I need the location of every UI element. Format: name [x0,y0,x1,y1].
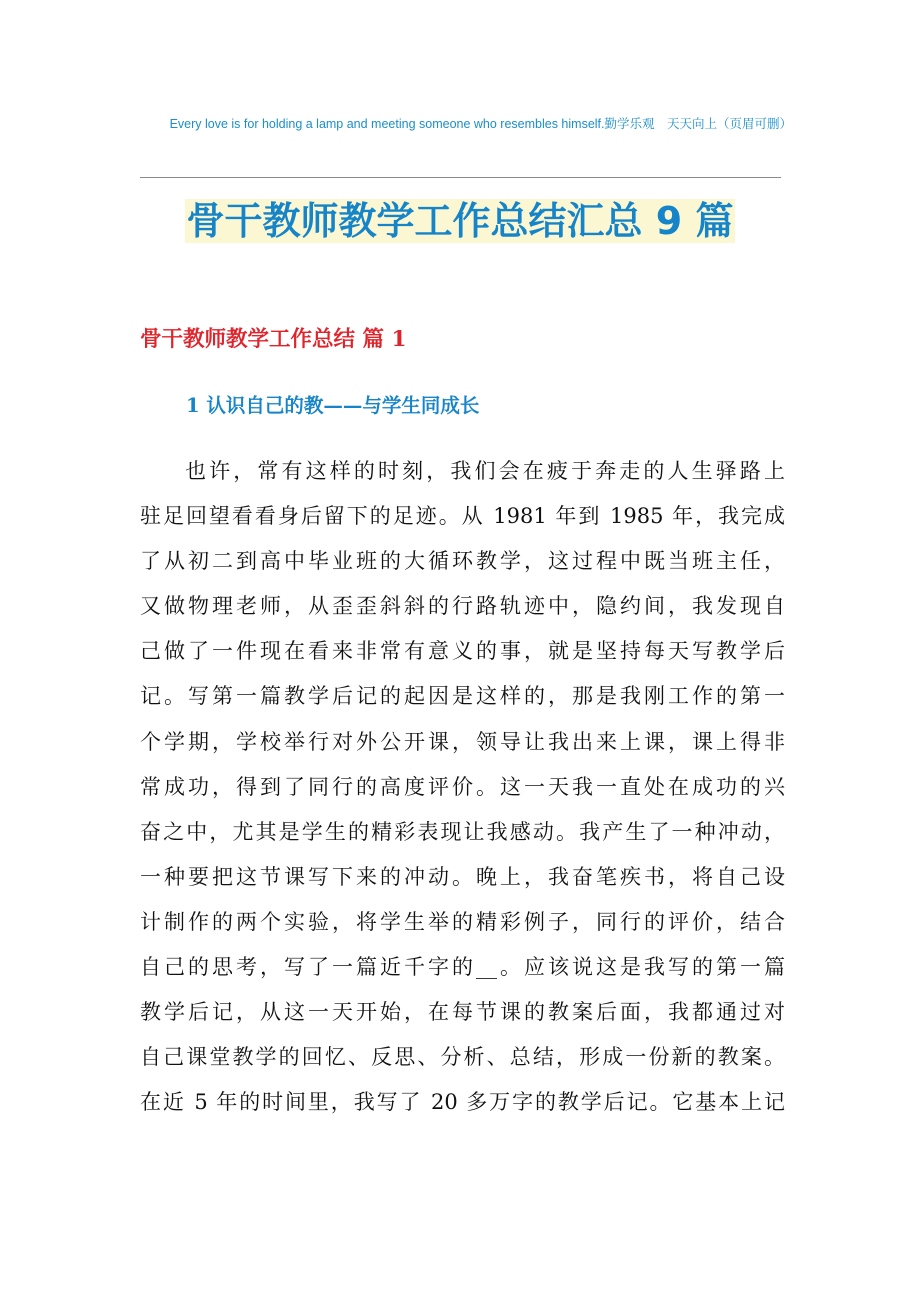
document-title-text: 骨干教师教学工作总结汇总 9 篇 [186,199,734,243]
body-line: 驻足回望看看身后留下的足迹。从 1981 年到 1985 年，我完成 [140,504,785,529]
document-title [0,193,920,249]
body-line: 记。写第一篇教学后记的起因是这样的，那是我刚工作的第一 [140,684,785,709]
body-line: 在近 5 年的时间里，我写了 20 多万字的教学后记。它基本上记 [140,1090,785,1115]
body-line: 己做了一件现在看来非常有意义的事，就是坚持每天写教学后 [140,639,785,664]
page-header-note: Every love is for holding a lamp and meeting someone who resembles himself.勤学乐观 天天向上（页眉可删） [169,117,792,131]
header-divider [140,177,781,178]
body-text [140,449,785,1125]
body-line: 也许，常有这样的时刻，我们会在疲于奔走的人生驿路上 [185,459,785,483]
body-line: 奋之中，尤其是学生的精彩表现让我感动。我产生了一种冲动， [140,819,785,844]
body-line: 了从初二到高中毕业班的大循环教学，这过程中既当班主任， [140,549,785,574]
body-line: 又做物理老师，从歪歪斜斜的行路轨迹中，隐约间，我发现自 [140,594,785,619]
body-line: 自己的思考，写了一篇近千字的__。应该说这是我写的第一篇 [140,955,785,980]
body-line: 常成功，得到了同行的高度评价。这一天我一直处在成功的兴 [140,774,785,799]
body-line: 个学期，学校举行对外公开课，领导让我出来上课，课上得非 [140,729,785,754]
body-line: 教学后记，从这一天开始，在每节课的教案后面，我都通过对 [140,1000,785,1025]
body-line: 一种要把这节课写下来的冲动。晚上，我奋笔疾书，将自己设 [140,864,785,889]
sub-heading: 1 认识自己的教——与学生同成长 [186,394,480,417]
body-line: 计制作的两个实验，将学生举的精彩例子，同行的评价，结合 [140,909,785,934]
section-heading: 骨干教师教学工作总结 篇 1 [140,327,407,352]
body-line: 自己课堂教学的回忆、反思、分析、总结，形成一份新的教案。 [140,1045,785,1070]
